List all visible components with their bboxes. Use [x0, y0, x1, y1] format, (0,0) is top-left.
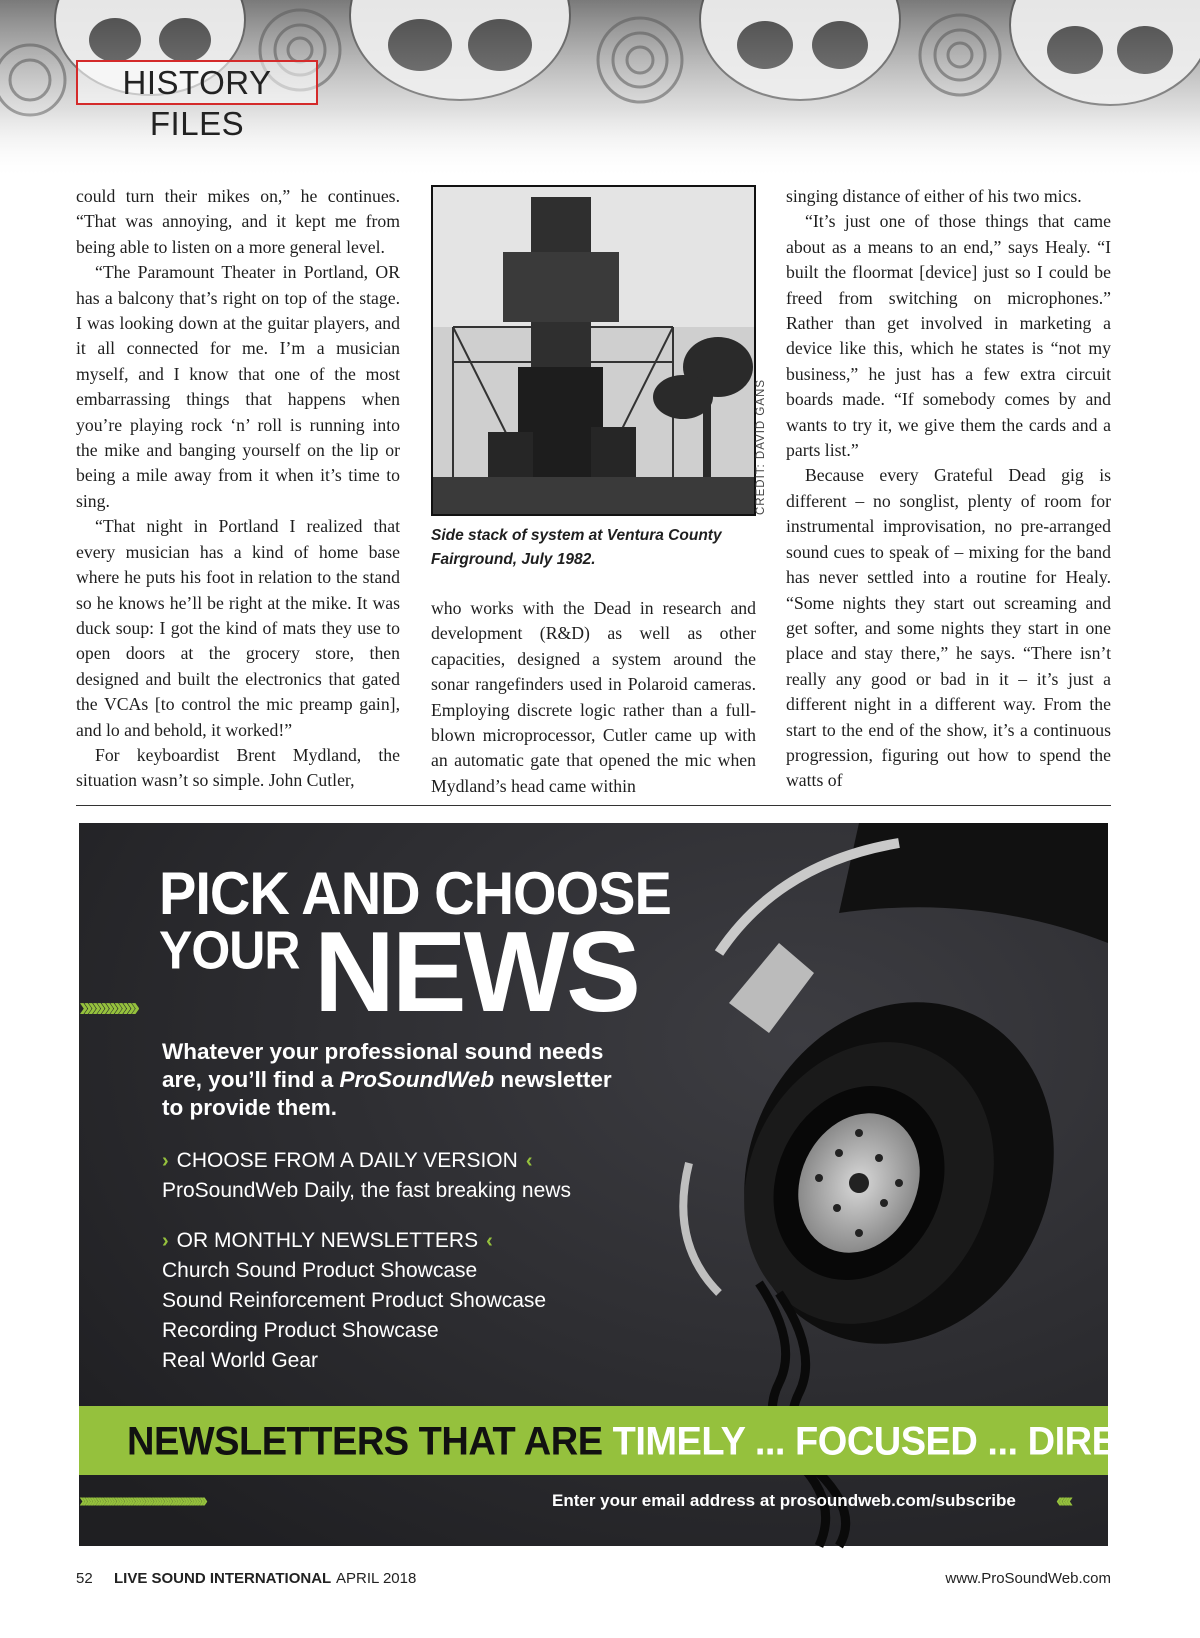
- paragraph: Because every Grateful Dead gig is different – no songlist, plenty of room for instrumental improvisation, no pre-arranged sound cues to speak of – mixing for the band has never settled into a routine for Healy. “Some nights they start out screaming and get softer, and some nights they start in one place and stay there,” he says. “There isn’t really any good or bad in it – it’s just a different night in a different way. From the start to the end of the show, it’s a continuous progression, figuring out how to spend the watts of: [786, 465, 1111, 791]
- tagline-highlight: TIMELY ... FOCUSED ... DIRECT: [612, 1420, 1167, 1465]
- newsletter-item: Real World Gear: [162, 1349, 319, 1372]
- tagline-banner: [79, 1406, 1167, 1475]
- website-link[interactable]: www.ProSoundWeb.com: [945, 1570, 1111, 1587]
- chevron-right-icon: ›: [162, 1150, 169, 1172]
- ad-intro-text: [162, 1038, 632, 1122]
- monthly-heading: [162, 1226, 546, 1256]
- subscribe-row[interactable]: [79, 1488, 1108, 1514]
- daily-heading: [162, 1146, 571, 1176]
- tagline-dark: NEWSLETTERS THAT ARE: [127, 1420, 613, 1465]
- brand-name: ProSoundWeb: [339, 1067, 495, 1092]
- chevron-decoration: ›››››››››››››››››››››››››››››››››››››››››››››››: [79, 1490, 205, 1512]
- ad-headline: PICK AND CHOOSE: [159, 858, 671, 927]
- intro-text: newsletter to provide them.: [162, 1067, 612, 1120]
- ad-headline-your: YOUR: [159, 920, 300, 981]
- newsletter-item: Recording Product Showcase: [162, 1319, 439, 1342]
- paragraph: “That night in Portland I realized that every musician has a kind of home base where he puts his foot in relation to the stand so he knows he’ll be right at the mike. It was duck soup: I got the kind of mats they use to open doors at the grocery store, then designed and built the electronics that gated the VCAs [to control the mic preamp gain], and lo and behold, it worked!”: [76, 516, 400, 740]
- article-column-2: [431, 596, 756, 799]
- photo-credit: CREDIT: DAVID GANS: [755, 379, 767, 515]
- daily-heading-text: CHOOSE FROM A DAILY VERSION: [176, 1149, 518, 1172]
- subscribe-link[interactable]: Enter your email address at prosoundweb.com/subscribe: [552, 1491, 1016, 1510]
- paragraph: “The Paramount Theater in Portland, OR has a balcony that’s right on top of the stage. I was looking down at the guitar players, and it all connected for me. I’m a musician myself, and I know that one of the most embarrassing things that happens when you’re playing rock ‘n’ roll is running into the mike and banging yourself on the lip or being a mile away from it when it’s time to sing.: [76, 262, 400, 511]
- newsletter-item: Sound Reinforcement Product Showcase: [162, 1289, 547, 1312]
- chevron-decoration: ‹‹‹‹‹: [1056, 1490, 1070, 1512]
- paragraph: who works with the Dead in research and development (R&D) as well as other capacities, designed a system around the sonar rangefinders used in Polaroid cameras. Employing discrete logic rather than a full-blown microprocessor, Cutler came up with an automatic gate that opened the mic when Mydland’s head came within: [431, 598, 756, 796]
- ad-headline-news: NEWS: [314, 907, 638, 1036]
- newsletter-item: Church Sound Product Showcase: [162, 1259, 478, 1282]
- chevron-decoration: ›››››››››››››: [79, 991, 136, 1022]
- daily-section: [162, 1146, 571, 1206]
- newsletter-item: ProSoundWeb Daily, the fast breaking news: [162, 1179, 571, 1202]
- tagline: [127, 1419, 1166, 1465]
- monthly-heading-text: OR MONTHLY NEWSLETTERS: [176, 1229, 479, 1252]
- paragraph: “It’s just one of those things that came about as a means to an end,” says Healy. “I built the floormat [device] just so I could be freed from switching on microphones.” Rather than get involved in marketing a device like this, which he states is “not my business,” he just has a few extra circuit boards made. “If somebody comes by and wants to try it, we give them the cards and a parts list.”: [786, 211, 1111, 461]
- intro-text: Whatever your professional sound needs are, you’ll find a: [162, 1039, 604, 1092]
- page-footer: [76, 1570, 1111, 1594]
- paragraph: could turn their mikes on,” he continues. “That was annoying, and it kept me from being able to listen on a more general level.: [76, 186, 400, 257]
- chevron-right-icon: ›: [162, 1230, 169, 1252]
- chevron-left-icon: ‹: [525, 1150, 533, 1172]
- article-column-3: [786, 184, 1111, 794]
- photo-caption: Side stack of system at Ventura County Fairground, July 1982.: [431, 527, 722, 568]
- issue-date: APRIL 2018: [336, 1570, 417, 1587]
- article-column-1: [76, 184, 400, 794]
- concert-photo: [431, 185, 756, 516]
- divider-rule: [76, 805, 1111, 806]
- page-number: 52: [76, 1570, 93, 1587]
- speaker-stack-image: [433, 187, 754, 514]
- monthly-section: [162, 1226, 546, 1376]
- paragraph: singing distance of either of his two mics.: [786, 186, 1082, 206]
- section-tag: HISTORY FILES: [76, 60, 318, 105]
- newsletter-advertisement[interactable]: [79, 823, 1167, 1546]
- chevron-left-icon: ‹: [486, 1230, 493, 1252]
- paragraph: For keyboardist Brent Mydland, the situation wasn’t so simple. John Cutler,: [76, 744, 400, 791]
- magazine-name: LIVE SOUND INTERNATIONAL: [114, 1570, 332, 1587]
